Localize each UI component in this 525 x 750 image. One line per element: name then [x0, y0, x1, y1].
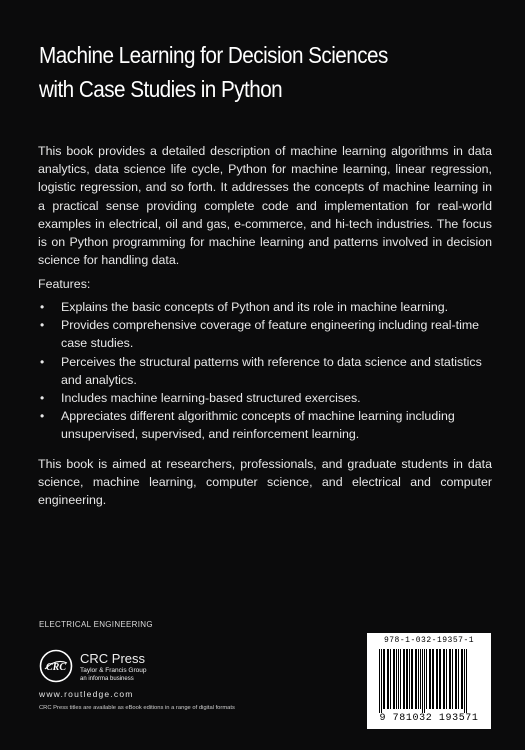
barcode-bar — [398, 649, 399, 709]
feature-item — [38, 407, 488, 443]
barcode-bar — [422, 649, 423, 713]
barcode-bar — [400, 649, 401, 709]
book-title-line-2: with Case Studies in Python — [39, 76, 283, 102]
barcode-bar — [466, 649, 467, 713]
barcode-bar — [409, 649, 410, 709]
barcode-bar — [449, 649, 451, 709]
isbn-barcode — [367, 633, 491, 729]
barcode-bar — [461, 649, 463, 709]
barcode-bars — [367, 647, 491, 713]
isbn-number: 978-1-032-19357-1 — [383, 636, 475, 645]
barcode-bar — [396, 649, 397, 709]
bullet-icon: • — [40, 409, 45, 424]
book-title — [39, 38, 453, 106]
ebook-note: CRC Press titles are available as eBook editions in a range of digital formats — [39, 705, 235, 711]
barcode-bar — [418, 649, 419, 709]
book-description: This book provides a detailed description of machine learning algorithms in data analytics, data science life cycle, Python for machine learning, linear regression, logistic regression, and so forth. It addresses the concepts of machine learning in a practical sense providing complete code and implementation for real-world examples in electrical, oil and gas, e-commerce, and hi-tech industries. The focus is on Python programming for machine learning and patterns involved in decision science for handling data. — [38, 144, 492, 268]
publisher-block — [80, 652, 146, 683]
barcode-bar — [411, 649, 413, 709]
feature-text: Appreciates different algorithmic concepts of machine learning including unsupervised, supervised, and reinforcement learning. — [61, 409, 455, 442]
barcode-bar — [458, 649, 459, 709]
barcode-bar — [452, 649, 453, 709]
barcode-bar — [443, 649, 445, 709]
bullet-icon: • — [40, 300, 45, 314]
bullet-icon: • — [40, 354, 45, 369]
barcode-bar — [393, 649, 395, 709]
barcode-bar — [415, 649, 417, 709]
barcode-bar — [420, 649, 421, 709]
feature-item — [38, 298, 488, 316]
logo-text: CRC — [45, 662, 67, 673]
barcode-bar — [429, 649, 431, 709]
barcode-bar — [379, 649, 380, 713]
barcode-bar — [390, 649, 391, 709]
bullet-icon: • — [40, 318, 45, 333]
barcode-bar — [446, 649, 447, 709]
barcode-bar — [424, 649, 425, 713]
barcode-bar — [406, 649, 408, 709]
feature-text: Provides comprehensive coverage of feature engineering including real-time case studies. — [61, 318, 480, 351]
audience-statement: This book is aimed at researchers, professionals, and graduate students in data science, machine learning, computer science, and electrical and computer engineering. — [38, 457, 492, 508]
publisher-business: an informa business — [80, 676, 134, 682]
features-list — [38, 298, 488, 444]
publisher-group: Taylor & Francis Group — [80, 667, 147, 674]
feature-item — [38, 389, 488, 407]
subject-category: ELECTRICAL ENGINEERING — [39, 620, 153, 629]
barcode-bar — [439, 649, 441, 709]
barcode-bar — [455, 649, 457, 709]
barcode-bar — [403, 649, 405, 709]
barcode-bar — [383, 649, 385, 709]
features-heading: Features: — [38, 277, 91, 291]
feature-text: Perceives the structural patterns with reference to data science and statistics and analytics. — [61, 354, 482, 387]
barcode-bar — [432, 649, 434, 709]
barcode-bar — [426, 649, 427, 709]
crc-press-logo-icon — [39, 649, 73, 683]
bullet-icon: • — [40, 391, 45, 406]
barcode-bar — [381, 649, 382, 713]
publisher-name: CRC Press — [80, 651, 146, 666]
publisher-website: www.routledge.com — [39, 689, 134, 699]
barcode-bar — [436, 649, 438, 709]
barcode-bar — [387, 649, 389, 709]
book-title-line-1: Machine Learning for Decision Sciences — [39, 42, 388, 68]
feature-item — [38, 353, 488, 389]
barcode-bar — [464, 649, 465, 713]
feature-item — [38, 316, 488, 352]
feature-text: Includes machine learning-based structured exercises. — [61, 391, 361, 406]
feature-text: Explains the basic concepts of Python and its role in machine learning. — [61, 300, 449, 314]
barcode-digits: 9 781032 193571 — [379, 713, 479, 724]
